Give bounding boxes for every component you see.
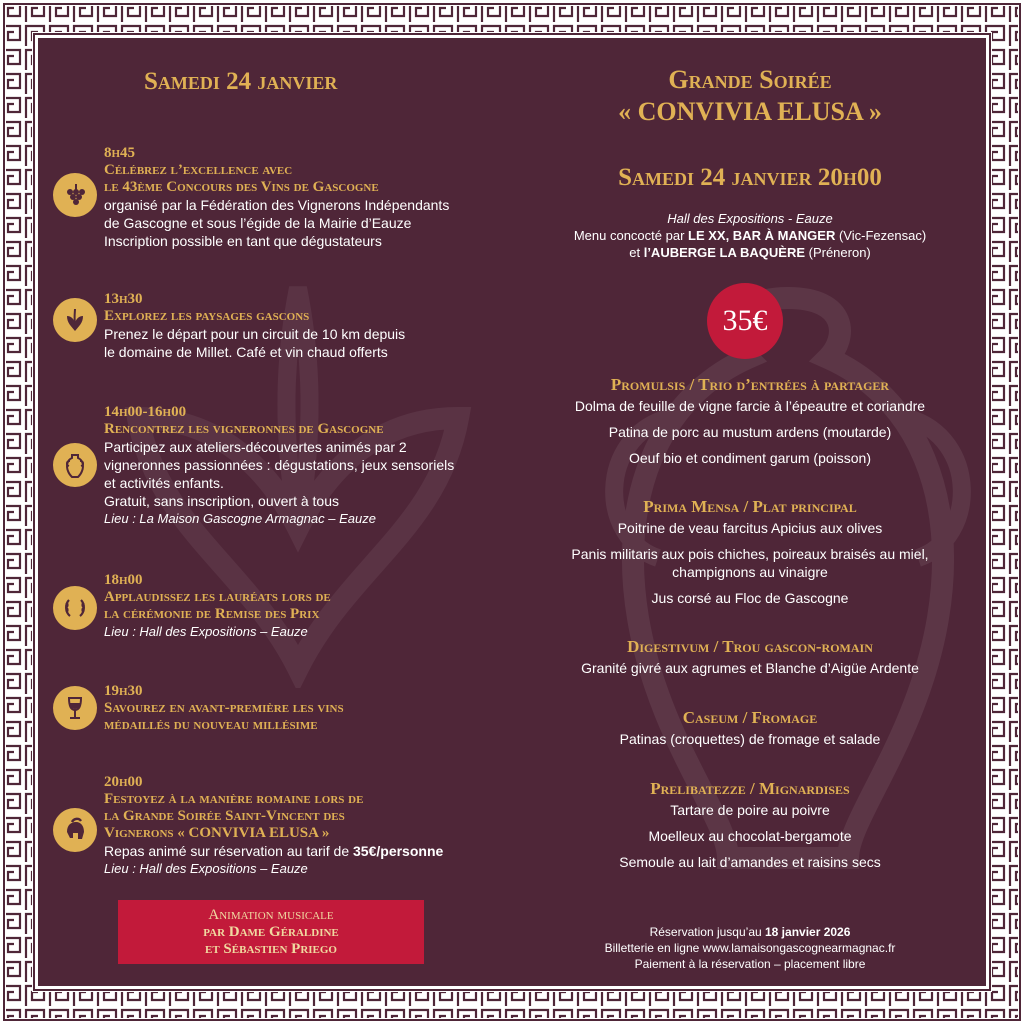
restaurant-2-town: (Préneron): [805, 245, 871, 260]
course-heading: Prelibatezze / Mignardises: [650, 779, 850, 798]
event-text: Prenez le départ pour un circuit de 10 km depuis: [104, 326, 406, 342]
event-heading: Savourez en avant-première les vins: [104, 700, 344, 716]
venue: Hall des Expositions - Eauze: [667, 211, 833, 226]
event-text: Participez aux ateliers-découvertes animés par 2: [104, 439, 407, 455]
event-location: Lieu : Hall des Expositions – Eauze: [104, 624, 308, 639]
event-text: [104, 842, 484, 860]
dish: Poitrine de veau farcitus Apicius aux olives: [617, 520, 883, 536]
event-text: Gratuit, sans inscription, ouvert à tous: [104, 493, 339, 509]
event-location: Lieu : Hall des Expositions – Eauze: [104, 861, 308, 876]
event-heading: la Grande Soirée Saint-Vincent des: [104, 808, 345, 824]
event-price: 35€/personne: [353, 843, 444, 859]
reservation-date: 18 janvier 2026: [765, 925, 851, 939]
event-14h00-16h00: [104, 404, 484, 528]
animation-line: et Sébastien Priego: [205, 941, 337, 957]
menu-by: [540, 227, 960, 244]
event-text: et activités enfants.: [104, 475, 224, 491]
event-text: organisé par la Fédération des Vignerons Indépendants: [104, 197, 450, 213]
dish: Granité givré aux agrumes et Blanche d’Aigüe Ardente: [581, 660, 919, 676]
event-18h00: [104, 572, 484, 641]
event-location: Lieu : La Maison Gascogne Armagnac – Eauze: [104, 511, 376, 526]
amphora-icon: [53, 443, 97, 487]
course-heading: Caseum / Fromage: [682, 708, 818, 727]
dish: Patina de porc au mustum ardens (moutarde): [608, 424, 892, 440]
title-line-2: « CONVIVIA ELUSA »: [618, 97, 882, 126]
event-13h30: [104, 291, 484, 361]
left-title: Samedi 24 janvier: [144, 68, 338, 95]
ticketing-line: Billetterie en ligne www.lamaisongascognearmagnac.fr: [604, 941, 896, 955]
event-time: 20h00: [104, 774, 143, 790]
payment-line: Paiement à la réservation – placement libre: [634, 957, 866, 971]
event-text: de Gascogne et sous l’égide de la Mairie d’Eauze: [104, 215, 412, 231]
course-prima-mensa: [540, 497, 960, 607]
dish: Jus corsé au Floc de Gascogne: [651, 590, 849, 606]
menu-and-word: et: [629, 245, 644, 260]
dish: Oeuf bio et condiment garum (poisson): [628, 450, 871, 466]
menu-pre: Menu concocté par: [573, 228, 689, 243]
animation-line: par Dame Géraldine: [203, 924, 339, 940]
event-time: 14h00-16h00: [104, 404, 187, 420]
event-20h00: [104, 774, 484, 878]
event-text-pre: Repas animé sur réservation au tarif de: [104, 843, 354, 859]
event-text: Inscription possible en tant que dégustateurs: [104, 233, 382, 249]
course-promulsis: [540, 375, 960, 467]
event-heading: le 43ème Concours des Vins de Gascogne: [104, 179, 379, 195]
restaurant-1-town: (Vic-Fezensac): [835, 228, 927, 243]
restaurant-2: l’AUBERGE LA BAQUÈRE: [643, 245, 806, 260]
event-heading: Applaudissez les lauréats lors de: [104, 589, 331, 605]
dish: Moelleux au chocolat-bergamote: [648, 828, 852, 844]
leaf-icon: [53, 298, 97, 342]
event-time: 19h30: [104, 683, 143, 699]
event-heading: Explorez les paysages gascons: [104, 308, 310, 324]
soiree-date: Samedi 24 janvier 20h00: [618, 164, 882, 191]
course-heading: Promulsis / Trio d’entrées à partager: [610, 375, 890, 394]
restaurant-1: LE XX, BAR À MANGER: [688, 228, 836, 243]
laurel-icon: [53, 586, 97, 630]
course-caseum: [540, 708, 960, 748]
animation-line: Animation musicale: [208, 907, 334, 923]
price-badge: 35€: [707, 283, 783, 359]
event-text: le domaine de Millet. Café et vin chaud offerts: [104, 344, 388, 360]
event-heading: Festoyez à la manière romaine lors de: [104, 791, 364, 807]
event-heading: Vignerons « CONVIVIA ELUSA »: [104, 825, 330, 841]
venue-block: [540, 210, 960, 261]
event-heading: Célébrez l’excellence avec: [104, 162, 293, 178]
dish: Semoule au lait d’amandes et raisins secs: [619, 854, 881, 870]
roman-helmet-icon: [53, 808, 97, 852]
title-line-1: Grande Soirée: [668, 65, 832, 94]
reservation-deadline: [540, 924, 960, 940]
event-text: vigneronnes passionnées : dégustations, jeux sensoriels: [104, 457, 455, 473]
event-time: 8h45: [104, 145, 136, 161]
music-animation-box: [118, 900, 424, 964]
dish: Dolma de feuille de vigne farcie à l’épeautre et coriandre: [574, 398, 926, 414]
event-time: 18h00: [104, 572, 143, 588]
event-heading: Rencontrez les vigneronnes de Gascogne: [104, 421, 384, 437]
course-heading: Digestivum / Trou gascon-romain: [627, 637, 873, 656]
event-heading: médaillés du nouveau millésime: [104, 717, 318, 733]
dish: Patinas (croquettes) de fromage et salade: [619, 731, 881, 747]
reservation-pre: Réservation jusqu’au: [649, 925, 765, 939]
soiree-title: [540, 64, 960, 128]
event-heading: la cérémonie de Remise des Prix: [104, 606, 320, 622]
menu-and: [540, 244, 960, 261]
wine-glass-icon: [53, 686, 97, 730]
dish: Panis militaris aux pois chiches, poireaux braisés au miel, champignons au vinaigre: [571, 546, 929, 580]
course-digestivum: [540, 637, 960, 677]
course-prelibatezze: [540, 779, 960, 871]
event-time: 13h30: [104, 291, 143, 307]
dish: Tartare de poire au poivre: [670, 802, 830, 818]
reservation-footer: [540, 924, 960, 972]
event-19h30: [104, 683, 484, 734]
grapes-icon: [53, 173, 97, 217]
course-heading: Prima Mensa / Plat principal: [643, 497, 857, 516]
event-8h45: [104, 145, 484, 250]
